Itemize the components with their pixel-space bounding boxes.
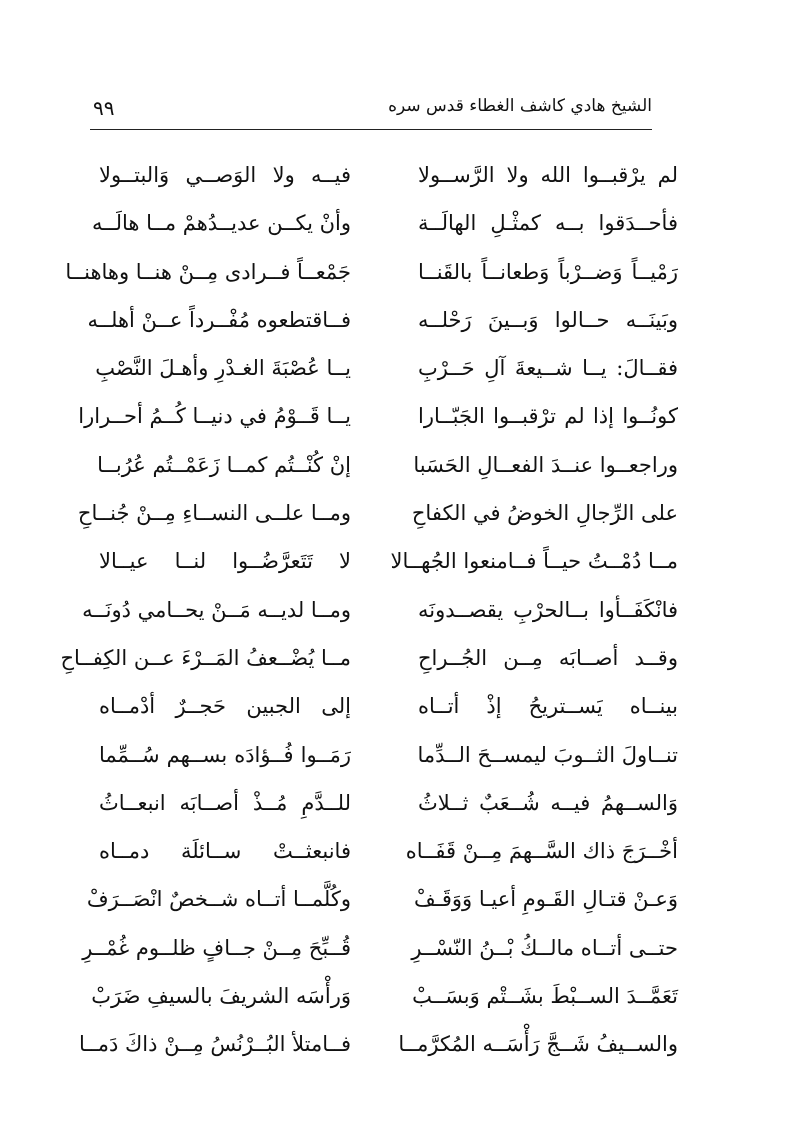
- verse-first-hemistich: وَالســهمُ فيــه شُــعَبٌ ثــلاثُ: [418, 790, 678, 815]
- verse-second-hemistich: فــامتلأ البُــرْنُسُ مِــنْ ذاكَ دَمــا: [79, 1032, 351, 1057]
- verse-second-hemistich: إنْ كُنْــتُم كمــا زَعَمْــتُم عُرُبــا: [97, 452, 351, 477]
- verse-second-hemistich: فانبعثــتْ ســائلَة دمــاه: [99, 839, 351, 864]
- verse-second-hemistich: فــاقتطعوه مُفْــرداً عــنْ أهلــه: [87, 307, 351, 332]
- verse-row: [79, 1022, 678, 1070]
- verse-first-hemistich: رَمْيــاً وَضــرْباً وَطعانــاً بالقَنــا: [418, 259, 678, 284]
- poem: [60, 153, 678, 1071]
- verse-second-hemistich: للــدَّمِ مُــذْ أصــابَه انبعــاثُ: [99, 790, 351, 815]
- verse-row: [99, 684, 678, 732]
- verse-row: [91, 974, 678, 1022]
- verse-second-hemistich: وَرأْسَه الشريفَ بالسيفِ ضَرَبْ: [91, 984, 351, 1009]
- verse-second-hemistich: قُــبِّحَ مِــنْ جــافٍ ظلــوم غُمْــرِ: [82, 935, 351, 960]
- verse-row: [86, 877, 678, 925]
- header-divider: [90, 129, 652, 130]
- verse-first-hemistich: أخْــرَجَ ذاك السَّــهمَ مِــنْ قَفَــاه: [405, 839, 678, 864]
- verse-first-hemistich: حتــى أتــاه مالــكُ بْــنُ النّسْــرِ: [411, 935, 678, 960]
- verse-second-hemistich: رَمَــوا فُــؤادَه بســهم سُــمِّما: [99, 742, 351, 767]
- verse-first-hemistich: بينــاه يَســتريحُ إذْ أتــاه: [418, 694, 678, 719]
- verse-row: [65, 250, 678, 298]
- verse-second-hemistich: يــا قَــوْمُ في دنيــا كُــمُ أحــرارا: [78, 404, 351, 429]
- verse-second-hemistich: فيــه ولا الوَصــي وَالبتــولا: [99, 163, 351, 187]
- verse-row: [99, 829, 678, 877]
- verse-row: [99, 153, 678, 201]
- verse-row: [99, 443, 678, 491]
- verse-first-hemistich: تنــاولَ الثــوبَ ليمســحَ الــدِّما: [417, 742, 678, 767]
- verse-row: [92, 201, 678, 249]
- verse-row: [82, 926, 678, 974]
- verse-row: [78, 394, 678, 442]
- verse-first-hemistich: تَعَمَّــدَ الســبْطَ بشَــتْم وَبسَــبْ: [412, 984, 678, 1009]
- verse-row: [95, 346, 678, 394]
- verse-first-hemistich: فأحــدَقوا بــه كمثْـلِ الهالَــة: [418, 211, 678, 236]
- verse-first-hemistich: وراجعــوا عنــدَ الفعــالِ الحَسَبا: [413, 452, 678, 477]
- verse-second-hemistich: إلى الجبين حَجــرٌ أدْمــاه: [99, 694, 351, 719]
- verse-row: [87, 298, 678, 346]
- verse-row: [99, 733, 678, 781]
- verse-second-hemistich: جَمْعــاً فــرادى مِــنْ هنــا وهاهنــا: [65, 259, 351, 284]
- verse-row: [82, 588, 678, 636]
- verse-row: [77, 491, 678, 539]
- verse-second-hemistich: مــا يُضْــعفُ المَــرْءَ عــن الكِفــاحِ: [60, 645, 351, 670]
- verse-second-hemistich: وأنْ يكــن عديــدُهمْ مــا هالَــه: [92, 211, 351, 236]
- running-header-title: الشيخ هادي كاشف الغطاء قدس سره: [388, 96, 652, 116]
- verse-second-hemistich: يــا عُصْبَةَ الغـدْرِ وأهـلَ النَّصْبِ: [95, 356, 351, 381]
- verse-first-hemistich: مــا دُمْــتُ حيــاً فــامنعوا الجُهــالا: [390, 549, 678, 574]
- verse-first-hemistich: والســيفُ شَــجَّ رَأْسَــه المُكرَّمــا: [398, 1032, 678, 1057]
- verse-first-hemistich: فانْكَفَــأوا بــالحرْبِ يقصــدونَه: [418, 597, 678, 622]
- verse-first-hemistich: كونُــوا إذا لم ترْقبــوا الجَبّــارا: [418, 404, 678, 429]
- verse-first-hemistich: وَعـنْ قتـالِ القَـومِ أعيـا وَوَقَـفْ: [413, 887, 678, 912]
- verse-row: [60, 636, 678, 684]
- verse-first-hemistich: وبَينَــه حــالوا وَبــينَ رَحْلــه: [418, 307, 678, 332]
- verse-second-hemistich: لا تَتَعرَّضُــوا لنــا عيــالا: [99, 549, 351, 574]
- verse-second-hemistich: وكُلَّمــا أتــاه شــخصٌ انْصَــرَفْ: [86, 887, 351, 912]
- verse-second-hemistich: ومــا لديــه مَــنْ يحــامي دُونَــه: [82, 597, 351, 622]
- verse-second-hemistich: ومــا علــى النســاءِ مِــنْ جُنــاحِ: [77, 501, 351, 526]
- verse-first-hemistich: فقــالَ: يــا شــيعةَ آلِ حَــرْبِ: [418, 356, 678, 381]
- verse-first-hemistich: وقــد أصــابَه مِــن الجُــراحِ: [418, 645, 678, 670]
- verse-row: [99, 539, 678, 587]
- verse-first-hemistich: لم يرْقبــوا الله ولا الرَّســولا: [418, 163, 678, 187]
- page-number: ٩٩: [93, 96, 115, 120]
- verse-row: [99, 781, 678, 829]
- verse-first-hemistich: على الرِّجالِ الخوضُ في الكفاحِ: [411, 501, 678, 526]
- page-header: [90, 92, 652, 132]
